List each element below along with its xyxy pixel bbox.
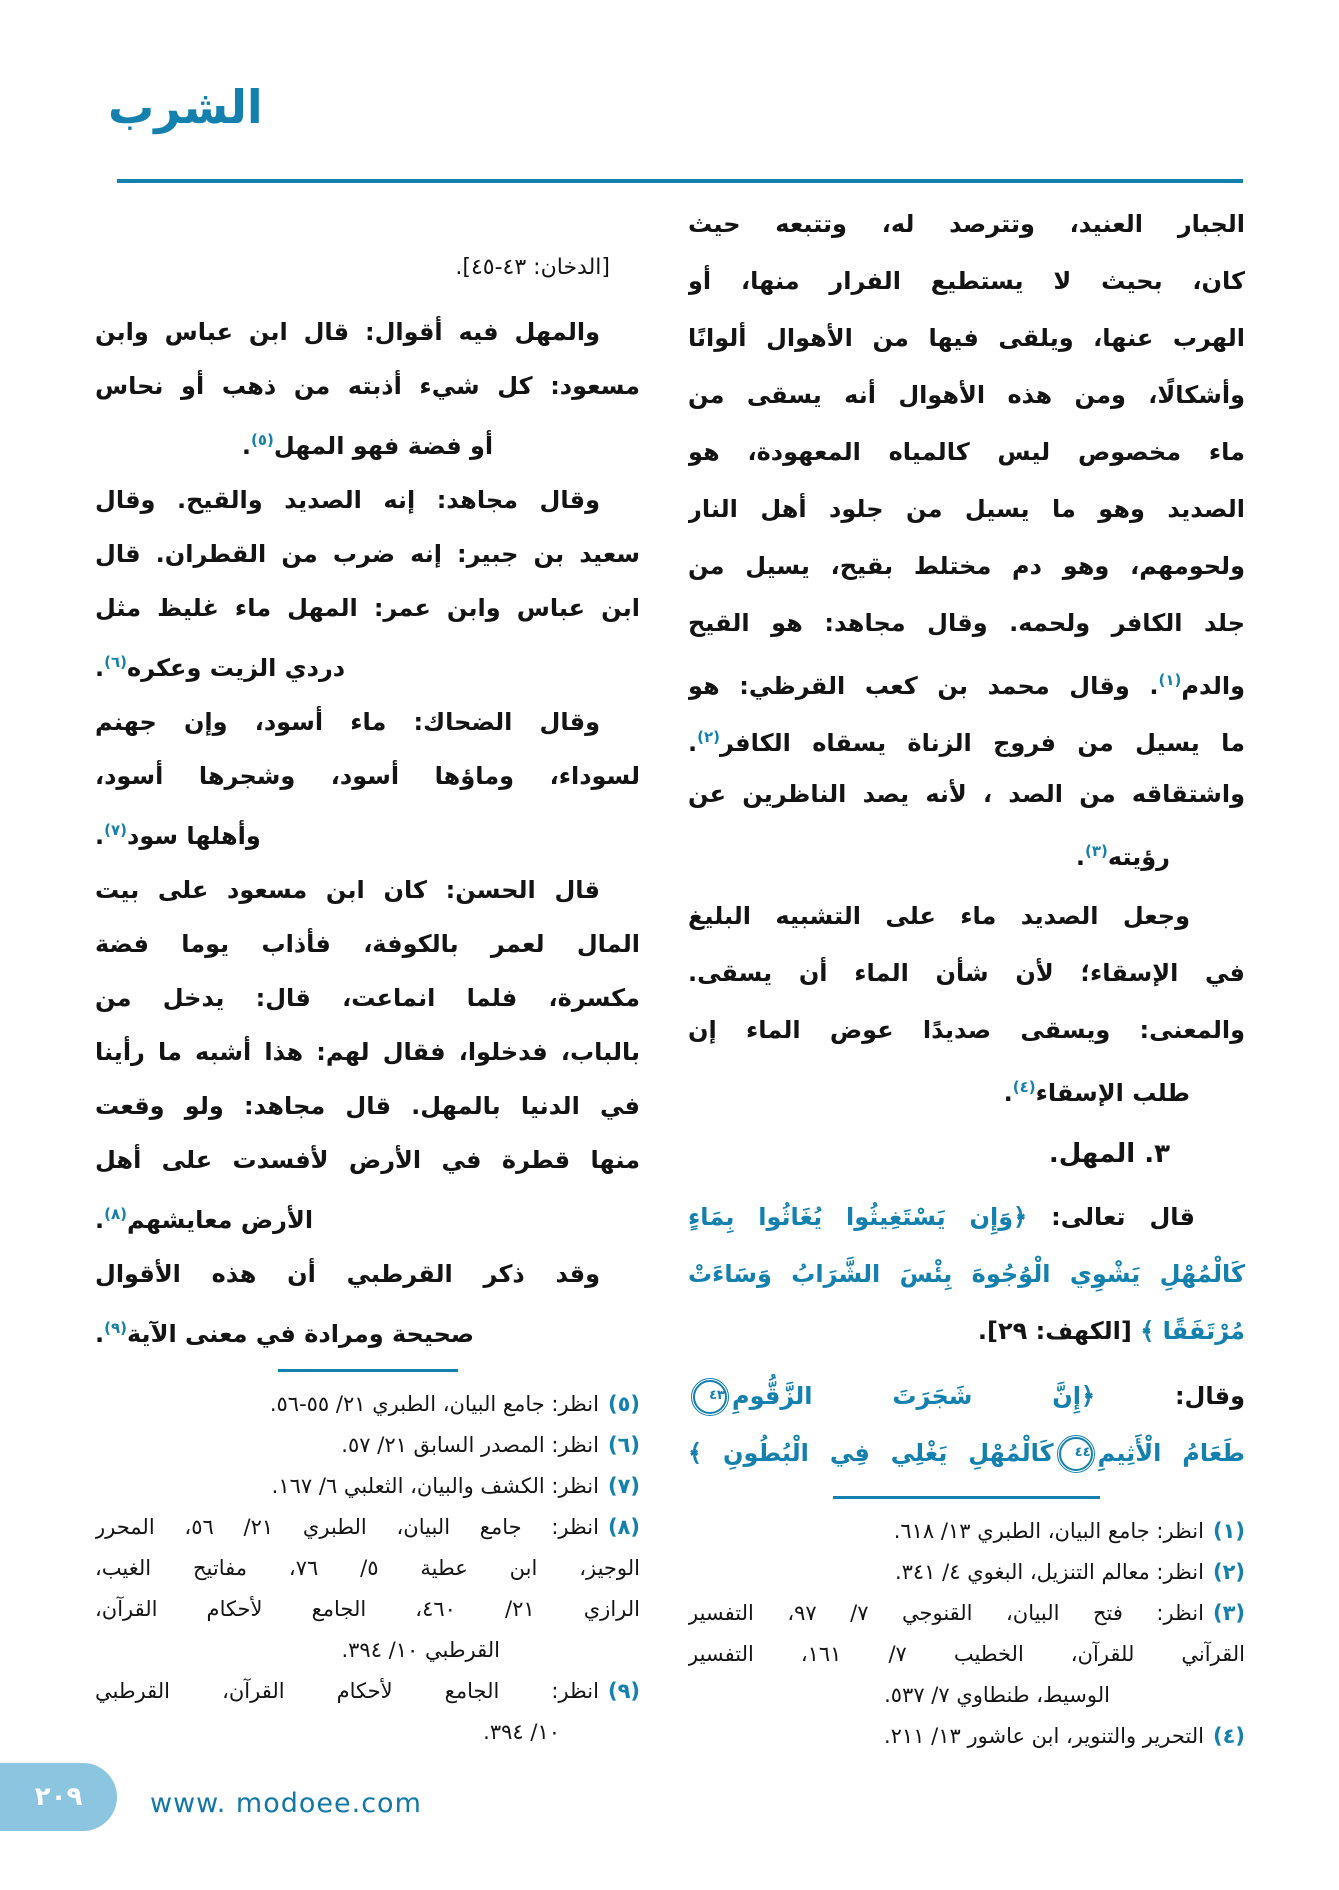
text-line bbox=[688, 196, 1245, 253]
footnote-ref-marker: (٧) bbox=[104, 821, 127, 839]
text-line bbox=[95, 1425, 640, 1466]
footnote-ref-marker: (٨) bbox=[104, 1205, 127, 1223]
body-text: والمهل فيه أقوال: قال ابن عباس وابن bbox=[95, 318, 600, 346]
footnote-marker: (٢) bbox=[1212, 1560, 1245, 1584]
text-line bbox=[95, 695, 640, 749]
body-text: انظر: الكشف والبيان، الثعلبي ٦/ ١٦٧. bbox=[271, 1474, 599, 1498]
text-line bbox=[95, 635, 640, 689]
text-line bbox=[688, 1593, 1245, 1634]
text-line bbox=[95, 1133, 640, 1187]
text-line bbox=[95, 581, 640, 635]
quran-text: مُرْتَفَقًا ﴾ bbox=[1140, 1317, 1245, 1345]
footnote-marker: (٧) bbox=[607, 1474, 640, 1498]
body-text: الصديد وهو ما يسيل من جلود أهل النار bbox=[688, 495, 1245, 523]
body-text: . bbox=[1003, 1079, 1013, 1107]
text-line bbox=[95, 971, 640, 1025]
text-line bbox=[95, 305, 640, 359]
body-text: ابن عباس وابن عمر: المهل ماء غليظ مثل bbox=[95, 594, 640, 622]
body-text: وأهلها سود bbox=[127, 822, 261, 850]
text-line bbox=[95, 1384, 640, 1425]
body-text: والمعنى: ويسقى صديدًا عوض الماء إن bbox=[688, 1016, 1245, 1044]
body-text: ماء مخصوص ليس كالمياه المعهودة، هو bbox=[688, 438, 1245, 466]
body-text: سعيد بن جبير: إنه ضرب من القطران. قال bbox=[95, 540, 640, 568]
text-line bbox=[95, 1466, 640, 1507]
text-line bbox=[688, 1511, 1245, 1552]
text-line bbox=[95, 1712, 640, 1753]
body-text: صحيحة ومرادة في معنى الآية bbox=[127, 1320, 475, 1348]
text-line bbox=[95, 1630, 640, 1671]
body-text: وقد ذكر القرطبي أن هذه الأقوال bbox=[95, 1260, 600, 1288]
text-line bbox=[95, 917, 640, 971]
body-text: المال لعمر بالكوفة، فأذاب يوما فضة bbox=[95, 930, 640, 958]
footnote-marker: (٨) bbox=[607, 1515, 640, 1539]
body-text: الوجيز، ابن عطية ٥/ ٧٦، مفاتيح الغيب، bbox=[95, 1556, 640, 1580]
text-line bbox=[688, 595, 1245, 652]
body-text: ٣. المهل. bbox=[1048, 1139, 1170, 1169]
body-text: . وقال محمد بن كعب القرظي: هو bbox=[688, 672, 1159, 700]
text-line bbox=[95, 413, 640, 467]
body-text: . bbox=[241, 432, 251, 460]
footnote-marker: (١) bbox=[1212, 1519, 1245, 1543]
body-text: ما يسيل من فروج الزناة يسقاه الكافر bbox=[720, 729, 1245, 757]
text-line bbox=[688, 888, 1245, 945]
body-text: مسعود: كل شيء أذبته من ذهب أو نحاس bbox=[95, 372, 640, 400]
body-text: . bbox=[95, 822, 105, 850]
body-text: جلد الكافر ولحمه. وقال مجاهد: هو القيح bbox=[688, 609, 1245, 637]
text-line bbox=[688, 1189, 1245, 1246]
body-text: قال تعالى: bbox=[1027, 1203, 1195, 1231]
body-text: انظر: المصدر السابق ٢١/ ٥٧. bbox=[341, 1433, 599, 1457]
page-number-badge bbox=[0, 1763, 117, 1831]
text-line bbox=[688, 823, 1245, 880]
column-left-footnotes bbox=[95, 1384, 640, 1753]
body-text: أو فضة فهو المهل bbox=[273, 432, 494, 460]
body-text: انظر: فتح البيان، القنوجي ٧/ ٩٧، التفسير bbox=[688, 1601, 1204, 1625]
body-text: التحرير والتنوير، ابن عاشور ١٣/ ٢١١. bbox=[883, 1724, 1204, 1748]
body-text: مكسرة، فلما انماعت، قال: يدخل من bbox=[95, 984, 640, 1012]
verse-number-badge: ٤٤ bbox=[1059, 1437, 1093, 1471]
text-line bbox=[95, 1671, 640, 1712]
text-line bbox=[688, 1368, 1245, 1425]
section-heading bbox=[688, 1126, 1245, 1183]
body-text: انظر: جامع البيان، الطبري ٢١/ ٥٥-٥٦. bbox=[269, 1392, 599, 1416]
column-left bbox=[95, 186, 640, 1753]
body-text: وجعل الصديد ماء على التشبيه البليغ bbox=[688, 902, 1190, 930]
column-right-body bbox=[688, 186, 1245, 1482]
text-line bbox=[95, 527, 640, 581]
footnote-marker: (٩) bbox=[607, 1679, 640, 1703]
footnote-marker: (٥) bbox=[607, 1392, 640, 1416]
text-line bbox=[95, 1301, 640, 1355]
body-text: وأشكالًا، ومن هذه الأهوال أنه يسقى من bbox=[688, 381, 1245, 409]
text-line bbox=[95, 749, 640, 803]
body-text: وقال: bbox=[1095, 1382, 1245, 1410]
text-line bbox=[688, 652, 1245, 709]
text-line bbox=[688, 766, 1245, 823]
footnote-ref-marker: (١) bbox=[1158, 671, 1182, 689]
website-url: www. modoee.com bbox=[150, 1788, 422, 1819]
body-text: دردي الزيت وعكره bbox=[127, 654, 346, 682]
body-text: . bbox=[95, 654, 105, 682]
body-text: وقال الضحاك: ماء أسود، وإن جهنم bbox=[95, 708, 600, 736]
text-line bbox=[688, 367, 1245, 424]
footnote-separator-right bbox=[833, 1496, 1100, 1499]
text-line bbox=[95, 1025, 640, 1079]
footnote-ref-marker: (٢) bbox=[697, 728, 720, 746]
body-text: [الكهف: ٢٩]. bbox=[977, 1317, 1141, 1345]
footnote-ref-marker: (٥) bbox=[250, 431, 274, 449]
text-line bbox=[688, 538, 1245, 595]
body-text: . bbox=[1075, 843, 1086, 871]
quran-text: كَالْمُهْلِ يَغْلِي فِي الْبُطُونِ ﴾ bbox=[688, 1439, 1054, 1467]
footnote-ref-marker: (٦) bbox=[104, 653, 127, 671]
text-line bbox=[95, 1247, 640, 1301]
body-text: في الإسقاء؛ لأن شأن الماء أن يسقى. bbox=[688, 959, 1245, 987]
body-text: . bbox=[95, 1320, 105, 1348]
footnote-ref-marker: (٩) bbox=[104, 1319, 127, 1337]
text-line bbox=[95, 1548, 640, 1589]
quran-text: طَعَامُ الْأَثِيمِ bbox=[1097, 1439, 1245, 1467]
page-title: الشرب bbox=[108, 80, 263, 134]
page-number: ٢٠٩ bbox=[34, 1782, 83, 1812]
text-line bbox=[688, 310, 1245, 367]
text-line bbox=[688, 481, 1245, 538]
header-rule bbox=[117, 179, 1243, 183]
body-text: لسوداء، وماؤها أسود، وشجرها أسود، bbox=[95, 762, 640, 790]
body-text: والدم bbox=[1181, 672, 1245, 700]
footnote-ref-marker: (٤) bbox=[1012, 1078, 1036, 1096]
text-line bbox=[95, 1507, 640, 1548]
footnote-marker: (٣) bbox=[1212, 1601, 1245, 1625]
text-line bbox=[95, 803, 640, 857]
body-text: الجبار العنيد، وتترصد له، وتتبعه حيث bbox=[688, 210, 1245, 238]
body-text: طلب الإسقاء bbox=[1035, 1079, 1190, 1107]
text-line bbox=[95, 241, 640, 295]
quran-text: ﴿إِنَّ شَجَرَتَ الزَّقُّومِ bbox=[732, 1382, 1096, 1410]
footnote-separator-left bbox=[278, 1369, 458, 1372]
body-text: انظر: جامع البيان، الطبري ٢١/ ٥٦، المحرر bbox=[95, 1515, 599, 1539]
text-line bbox=[688, 1246, 1245, 1303]
body-text: ١٠/ ٣٩٤. bbox=[483, 1720, 560, 1744]
column-right bbox=[688, 186, 1245, 1757]
text-line bbox=[688, 1425, 1245, 1482]
text-line bbox=[688, 1002, 1245, 1059]
body-text: الهرب عنها، ويلقى فيها من الأهوال ألوانًا bbox=[688, 324, 1245, 352]
body-text: وقال مجاهد: إنه الصديد والقيح. وقال bbox=[95, 486, 600, 514]
text-line bbox=[95, 863, 640, 917]
text-line bbox=[95, 1079, 640, 1133]
text-line bbox=[688, 1675, 1245, 1716]
body-text: بالباب، فدخلوا، فقال لهم: هذا أشبه ما رأينا bbox=[95, 1038, 640, 1066]
footnote-ref-marker: (٣) bbox=[1085, 842, 1108, 860]
body-text: انظر: جامع البيان، الطبري ١٣/ ٦١٨. bbox=[893, 1519, 1204, 1543]
body-text: . bbox=[95, 1206, 105, 1234]
text-line bbox=[688, 253, 1245, 310]
quran-text: ﴿وَإِن يَسْتَغِيثُوا يُغَاثُوا بِمَاءٍ bbox=[688, 1203, 1028, 1231]
body-text: الوسيط، طنطاوي ٧/ ٥٣٧. bbox=[884, 1683, 1110, 1707]
text-line bbox=[95, 1187, 640, 1241]
footnote-marker: (٦) bbox=[607, 1433, 640, 1457]
body-text: الأرض معايشهم bbox=[127, 1206, 314, 1234]
body-text: انظر: الجامع لأحكام القرآن، القرطبي bbox=[95, 1679, 599, 1703]
text-line bbox=[688, 709, 1245, 766]
body-text: الرازي ٢١/ ٤٦٠، الجامع لأحكام القرآن، bbox=[95, 1597, 640, 1621]
body-text: منها قطرة في الأرض لأفسدت على أهل bbox=[95, 1146, 640, 1174]
body-text: في الدنيا بالمهل. قال مجاهد: ولو وقعت bbox=[95, 1092, 640, 1120]
text-line bbox=[688, 424, 1245, 481]
footnote-marker: (٤) bbox=[1212, 1724, 1245, 1748]
column-right-footnotes bbox=[688, 1511, 1245, 1757]
body-text: كان، بحيث لا يستطيع الفرار منها، أو bbox=[688, 267, 1245, 295]
body-text: قال الحسن: كان ابن مسعود على بيت bbox=[95, 876, 600, 904]
body-text: القرآني للقرآن، الخطيب ٧/ ١٦١، التفسير bbox=[688, 1642, 1245, 1666]
body-text: ولحومهم، وهو دم مختلط بقيح، يسيل من bbox=[688, 552, 1245, 580]
text-line bbox=[688, 945, 1245, 1002]
body-text: [الدخان: ٤٣-٤٥]. bbox=[455, 255, 610, 280]
body-text: رؤيته bbox=[1107, 843, 1170, 871]
text-line bbox=[688, 1552, 1245, 1593]
text-line bbox=[95, 1589, 640, 1630]
quran-text: كَالْمُهْلِ يَشْوِي الْوُجُوهَ بِئْسَ الشَّرَابُ وَسَاءَتْ bbox=[688, 1260, 1245, 1288]
text-line bbox=[688, 1634, 1245, 1675]
verse-number-badge: ٤٣ bbox=[693, 1380, 727, 1414]
text-line bbox=[688, 1716, 1245, 1757]
text-line bbox=[95, 473, 640, 527]
column-left-body bbox=[95, 186, 640, 1355]
body-text: واشتقاقه من الصد ، لأنه يصد الناظرين عن bbox=[688, 780, 1245, 808]
body-text: . bbox=[688, 729, 698, 757]
body-text: انظر: معالم التنزيل، البغوي ٤/ ٣٤١. bbox=[894, 1560, 1204, 1584]
body-text: القرطبي ١٠/ ٣٩٤. bbox=[341, 1638, 500, 1662]
text-line bbox=[688, 1303, 1245, 1360]
text-line bbox=[688, 1059, 1245, 1116]
text-line bbox=[95, 359, 640, 413]
